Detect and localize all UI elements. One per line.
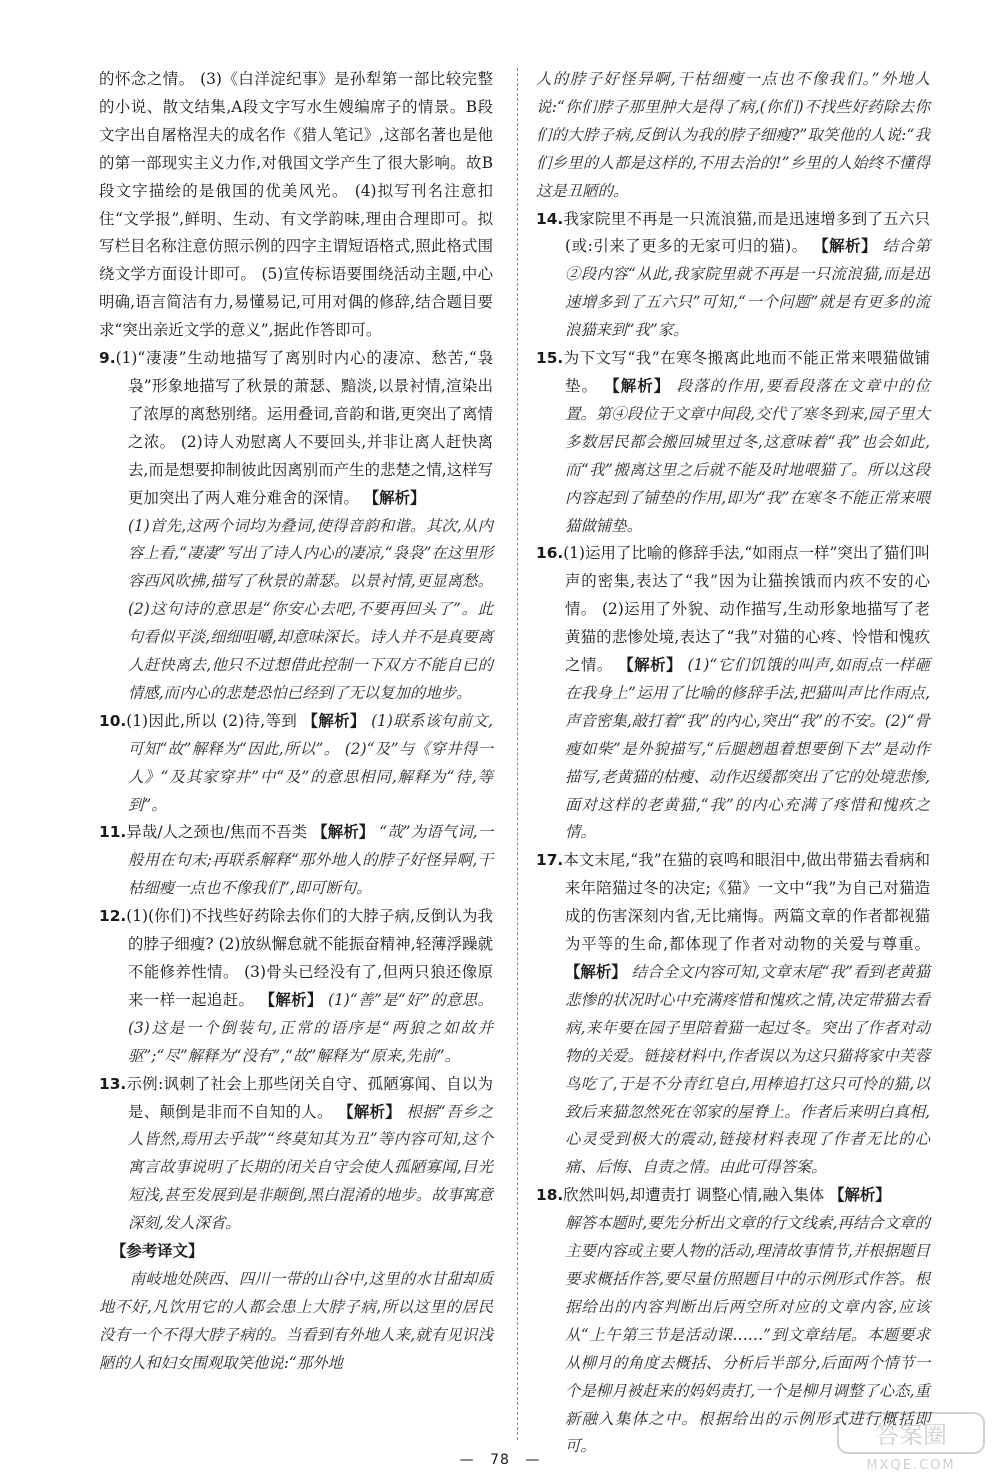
question-9 [99, 345, 493, 708]
analysis-text: 结合第②段内容“从此,我家院里就不再是一只流浪猫,而是迅速增多到了五六只”可知,“一个问题”就是有更多的流浪猫来到“我”家。 [565, 237, 930, 340]
analysis-tag: 【解析】 [259, 990, 323, 1009]
question-12 [99, 903, 493, 1070]
question-number: 15. [536, 349, 564, 368]
question-11 [99, 819, 493, 903]
answer-text: (1)因此,所以 (2)待,等到 [126, 711, 298, 730]
column-divider [517, 68, 518, 1440]
answer-text: 示例:讽刺了社会上那些闭关自守、孤陋寡闻、自以为是、颠倒是非而不自知的人。 [126, 1074, 493, 1121]
question-number: 9. [99, 349, 116, 368]
answer-text: 异哉/人之颈也/焦而不吾类 [126, 823, 308, 842]
svg-text:答案圈: 答案圈 [875, 1421, 947, 1449]
reference-translation: 南岐地处陕西、四川一带的山谷中,这里的水甘甜却质地不好,凡饮用它的人都会患上大脖子病,所以这里的居民没有一个不得大脖子病的。当看到有外地人来,就有见识浅陋的人和妇女围观取笑他说:“那外地 [99, 1269, 493, 1372]
question-number: 18. [536, 1186, 564, 1205]
analysis-tag: 【解析】 [312, 823, 375, 842]
analysis-text: (1)首先,这两个词均为叠词,使得音韵和谐。其次,从内容上看,“凄凄”写出了诗人内心的凄凉,“袅袅”在这里形容西风吹拂,描写了秋景的萧瑟。以景衬情,更显离愁。 (2)这句诗的意思是“你安心去吧,不要再回头了”。此句看似平淡,细细咀嚼,却意味深长。诗人并不是真要离人赶快离去,他只不过想借此控制一下双方不能自已的情感,而内心的悲楚恐怕已经到了无以复加的地步。 [128, 516, 493, 702]
analysis-tag: 【解析】 [604, 376, 671, 395]
question-number: 12. [99, 907, 127, 926]
question-number: 17. [536, 851, 564, 870]
question-17 [536, 847, 930, 1182]
right-column [536, 66, 930, 1461]
question-number: 10. [99, 711, 127, 730]
question-15 [536, 345, 930, 540]
footer-dash-left: — [459, 1452, 475, 1468]
analysis-text: 解答本题时,要先分析出文章的行文线索,再结合文章的主要内容或主要人物的活动,理清故事情节,并根据题目要求概括作答,要尽量仿照题目中的示例形式作答。根据给出的内容判断出后两空所对应的文章内容,应该从“上午第三节是活动课……”到文章结尾。本题要求从柳月的角度去概括、分析后半部分,后面两个情节一个是柳月被赶来的妈妈责打,一个是柳月调整了心态,重新融入集体之中。根据给出的示例形式进行概括即可。 [565, 1214, 930, 1456]
analysis-tag: 【解析】 [813, 237, 878, 256]
answer-text: 我家院里不再是一只流浪猫,而是迅速增多到了五六只(或:引来了更多的无家可归的猫)。 [563, 209, 930, 256]
analysis-tag: 【解析】 [338, 1102, 402, 1121]
analysis-text: (1)“它们饥饿的叫声,如雨点一样砸在我身上”运用了比喻的修辞手法,把猫叫声比作雨点,声音密集,敲打着“我”的内心,突出“我”的不安。(2)“骨瘦如柴”是外貌描写,“后腿趔趄着想要倒下去”是动作描写,老黄猫的枯瘦、动作迟缓都突出了它的处境悲惨,面对这样的老黄猫,“我”的内心充满了疼惜和愧疚之情。 [565, 656, 930, 842]
question-16 [536, 540, 930, 847]
analysis-tag: 【解析】 [302, 711, 366, 730]
analysis-tag: 【解析】 [565, 963, 627, 981]
q8-continuation: 的怀念之情。 (3)《白洋淀纪事》是孙犁第一部比较完整的小说、散文结集,A段文字写水生嫂编席子的情景。B段文字出自屠格涅夫的成名作《猎人笔记》,这部名著也是他的第一部现实主义力作,对俄国文学产生了很大影响。故B段文字描绘的是俄国的优美风光。 (4)拟写刊名注意扣住“文学报”,鲜明、生动、有文学韵味,理由合理即可。拟写栏目名称注意仿照示例的四字主谓短语格式,照此格式围绕文学方面设计即可。 (5)宣传标语要围绕活动主题,中心明确,语言简洁有力,易懂易记,可用对偶的修辞,结合题目要求“突出亲近文学的意义”,据此作答即可。 [99, 70, 493, 340]
left-column [99, 66, 493, 1378]
analysis-text: 段落的作用,要看段落在文章中的位置。第④段位于文章中间段,交代了寒冬到来,园子里大多数居民都会搬回城里过冬,这意味着“我”也会如此,而“我”搬离这里之后就不能及时地喂猫了。所以这段内容起到了铺垫的作用,即为“我”在寒冬不能正常来喂猫做铺垫。 [565, 376, 930, 535]
analysis-text: 根据“吾乡之人皆然,焉用去乎哉”“终莫知其为丑”等内容可知,这个寓言故事说明了长期的闭关自守会使人孤陋寡闻,目光短浅,甚至发展到是非颠倒,黑白混淆的地步。故事寓意深刻,发人深省。 [128, 1102, 493, 1233]
analysis-tag: 【解析】 [363, 488, 426, 507]
translation-continuation: 人的脖子好怪异啊,干枯细瘦一点也不像我们。”外地人说:“你们脖子那里肿大是得了病,(你们)不找些好药除去你们的大脖子病,反倒认为我的脖子细瘦?”取笑他的人说:“我们乡里的人都是这样的,不用去治的!”乡里的人始终不懂得这是丑陋的。 [536, 70, 930, 200]
question-number: 16. [536, 544, 564, 563]
question-number: 13. [99, 1074, 127, 1093]
page-number: 78 [490, 1452, 510, 1468]
answer-text: (1)(你们)不找些好药除去你们的大脖子病,反倒认为我的脖子细瘦? (2)放纵懈怠就不能振奋精神,轻薄浮躁就不能修养性情。 (3)骨头已经没有了,但两只狼还像原来一样一起追赶。 [126, 907, 493, 1009]
question-10 [99, 708, 493, 820]
question-number: 11. [99, 823, 127, 842]
reference-translation-heading: 【参考译文】 [111, 1242, 204, 1261]
analysis-text: 结合全文内容可知,文章末尾“我”看到老黄猫悲惨的状况时心中充满疼惜和愧疚之情,决定带猫去看病,来年要在园子里陪着猫一起过冬。突出了作者对动物的关爱。链接材料中,作者误以为这只猫将家中芙蓉鸟吃了,于是不分青红皂白,用棒追打这只可怜的猫,以致后来猫忽然死在邻家的屋脊上。作者后来明白真相,心灵受到极大的震动,链接材料表现了作者无比的心痛、后悔、自责之情。由此可得答案。 [565, 963, 930, 1177]
answer-text: (1)“凄凄”生动地描写了离别时内心的凄凉、愁苦,“袅袅”形象地描写了秋景的萧瑟、黯淡,以景衬情,渲染出了浓厚的离愁别绪。运用叠词,音韵和谐,更突出了离情之浓。 (2)诗人劝慰离人不要回头,并非让离人赶快离去,而是想要抑制彼此因离别而产生的悲楚之情,这样写更加突出了两人难分难舍的深情。 [115, 349, 493, 507]
analysis-tag: 【解析】 [829, 1186, 891, 1205]
footer-dash-right: — [525, 1452, 541, 1468]
answer-text: (1)运用了比喻的修辞手法,“如雨点一样”突出了猫们叫声的密集,表达了“我”因为让猫挨饿而内疚不安的心情。 (2)运用了外貌、动作描写,生动形象地描写了老黄猫的悲惨处境,表达了“我”对猫的心疼、怜惜和愧疚之情。 [563, 544, 930, 675]
answer-text: 欣然叫妈,却遭责打 调整心情,融入集体 [563, 1186, 825, 1205]
watermark-logo [836, 1411, 986, 1473]
question-14 [536, 206, 930, 346]
question-number: 14. [536, 209, 564, 228]
analysis-text: (1)联系该句前文,可知“故”解释为“因此,所以”。 (2)“及”与《穿井得一人》“及其家穿井”中“及”的意思相同,解释为“待,等到”。 [128, 711, 493, 814]
analysis-text: (1)“善”是“好”的意思。 (3)这是一个倒装句,正常的语序是“两狼之如故并驱”;“尽”解释为“没有”,“故”解释为“原来,先前”。 [128, 990, 493, 1065]
svg-text:MXQE.COM: MXQE.COM [866, 1458, 956, 1473]
answer-text: 为下文写“我”在寒冬搬离此地而不能正常来喂猫做铺垫。 [563, 349, 930, 395]
answer-text: 本文末尾,“我”在猫的哀鸣和眼泪中,做出带猫去看病和来年陪猫过冬的决定;《猫》一文中“我”为自己对猫造成的伤害深刻内省,无比痛悔。两篇文章的作者都视猫为平等的生命,都体现了作者对动物的关爱与尊重。 [563, 851, 930, 954]
analysis-tag: 【解析】 [618, 656, 683, 675]
analysis-text: “哉”为语气词,一般用在句末;再联系解释“那外地人的脖子好怪异啊,干枯细瘦一点也不像我们”,即可断句。 [128, 823, 493, 898]
question-13 [99, 1071, 493, 1238]
